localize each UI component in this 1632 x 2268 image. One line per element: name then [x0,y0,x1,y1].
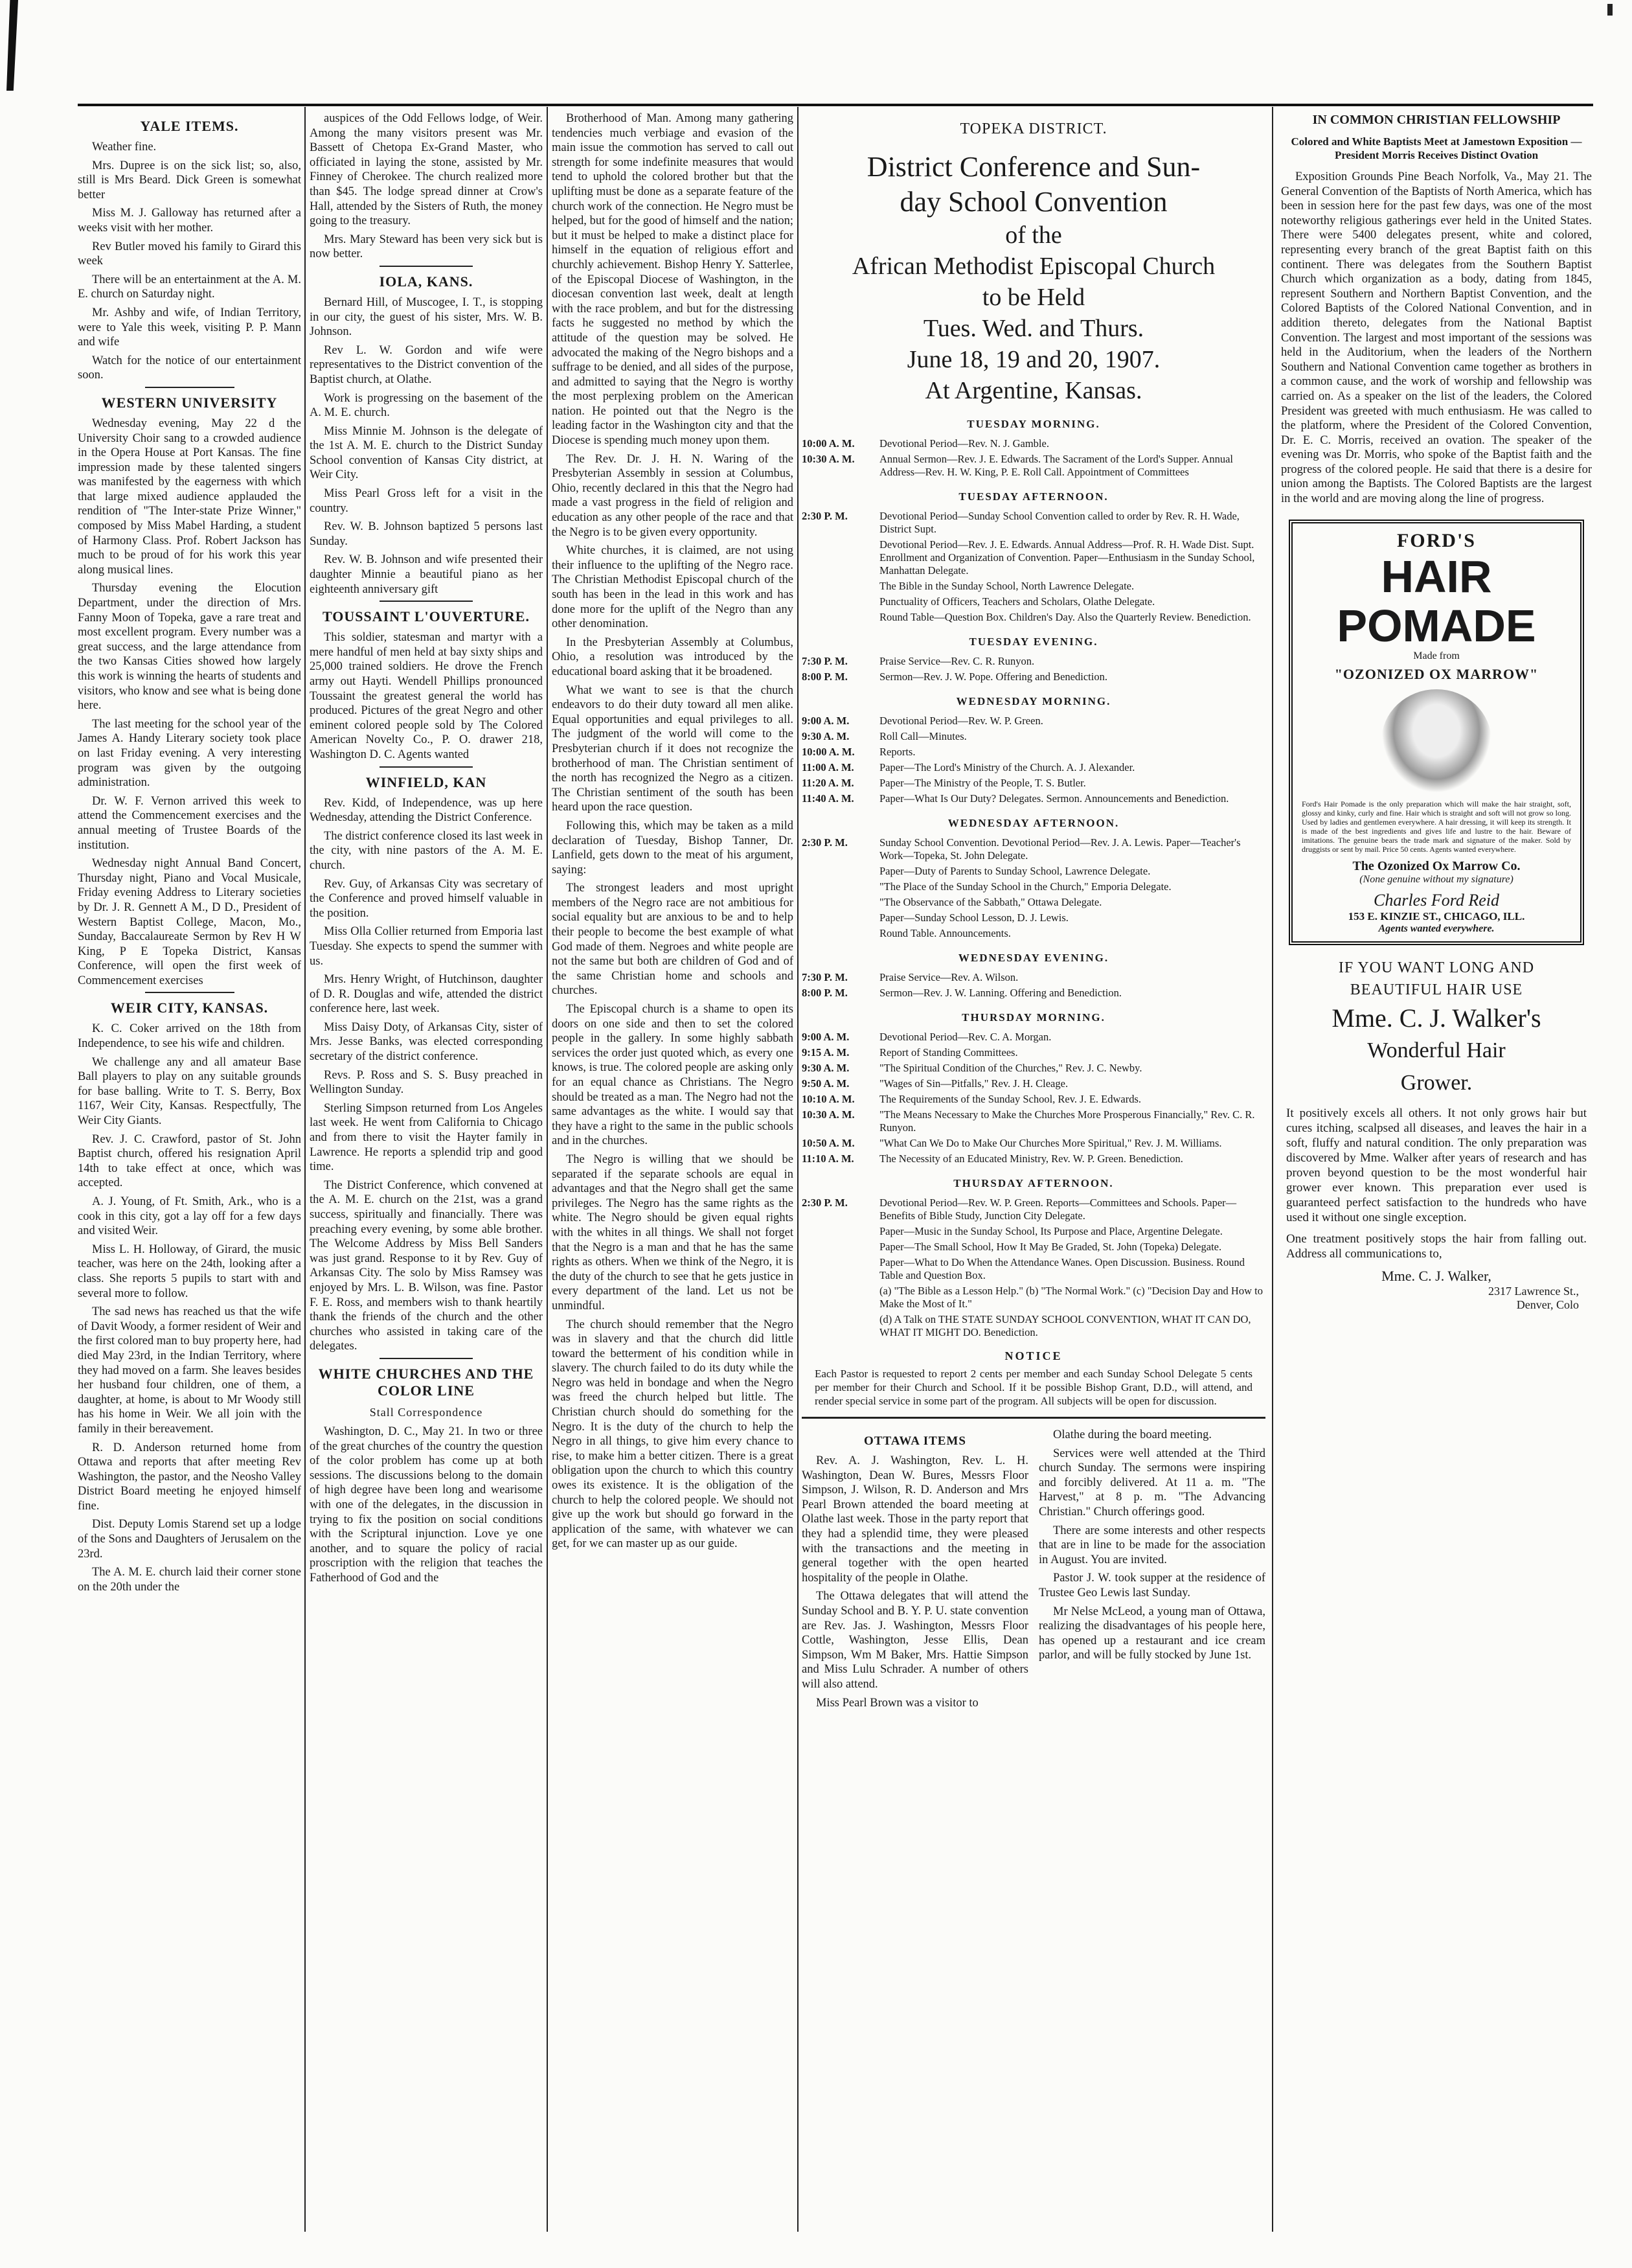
program-time: 11:00 A. M. [802,761,854,773]
article-paragraph: The Negro is willing that we should be separated if the separate schools are equal in advantages and that the Negro shall get the same privileges. The Negro has the same rights as the white. The Negro should be given equal rights with the whites in all things. We shall not forget that the Negro is a man and that he has the same rights as others. When we think of the Negro, it is the duty of the church to see that he gets justice in every department of the land. Let us not be unmindful. [552,1152,793,1312]
western-university-heading: WESTERN UNIVERSITY [101,394,278,411]
divider [380,266,473,267]
program-time: 7:30 P. M. [802,971,848,983]
toussaint-heading: TOUSSAINT L'OUVERTURE. [323,608,530,625]
program-row [802,761,1265,774]
program-item: "The Spiritual Condition of the Churches," Rev. J. C. Newby. [879,1062,1142,1074]
program-time: 9:00 A. M. [802,715,850,727]
program-time [802,927,873,940]
winfield-heading: WINFIELD, KAN [365,773,487,790]
program-row [802,1197,1265,1222]
program-row [802,715,1265,727]
program-time: 9:00 A. M. [802,1031,850,1043]
winfield-item: Sterling Simpson returned from Los Angeles last week. He went from California to Chicago and from there to visit the Hayter family in Lawrence. He reports a splendid trip and good time. [310,1101,543,1174]
ad-company: The Ozonized Ox Marrow Co. [1352,858,1521,873]
program-time [802,1241,873,1254]
program-item: The Bible in the Sunday School, North Lawrence Delegate. [879,580,1135,592]
walker-address-2: Denver, Colo [1516,1298,1579,1311]
program-time: 11:40 A. M. [802,792,854,805]
conference-program [802,418,1265,1339]
program-row [802,1108,1265,1134]
program-item: Punctuality of Officers, Teachers and Scholars, Olathe Delegate. [879,595,1155,608]
program-time: 2:30 P. M. [802,510,848,522]
yale-item: Rev Butler moved his family to Girard this week [78,240,301,268]
toussaint-paragraph: This soldier, statesman and martyr with a mere handful of men held at bay sixty ships and 25,000 trained soldiers. He drove the French army out Hayti. Wendell Phillips pronounced Toussaint the greatest general the world has produced. Pictures of the great Negro and other eminent colored people sold by The Colored American Novelty Co., P. O. drawer 218, Washington D. C. Agents wanted [310,631,543,761]
ottawa-item: The Ottawa delegates that will attend the Sunday School and B. Y. P. U. state convention are Rev. Jas. J. Washington, Messrs Floor Cottle, Washington, Jesse Ellis, Dean Simpson, Wm M Baker, Mrs. Hattie Simpson and Miss Lulu Schrader. A number of others will also attend. [802,1590,1028,1691]
article-paragraph: The strongest leaders and most upright members of the Negro race are not ambitious for social equality but are anxious to be and to help their people to become the best example of what God made of them. Negroes and white people are not the same but both are children of God and of the same Christian home and schools and churches. [552,882,793,998]
ad-address: 153 E. KINZIE ST., CHICAGO, ILL. [1348,910,1525,922]
ad-body: Ford's Hair Pomade is the only preparation which will make the hair straight, soft, glossy and kinky, curly and fine. Hair which is straight and soft will not grow so long. Used by ladies and gentlemen everywhere. A hair dressing, it will keep its strength. It is made of the best ingredients and gives life and lustre to the hair. Beware of imitations. The genuine bears the trade mark and signature of the maker. Sold by druggists or sent by mail. Price 50 cents. Agents wanted everywhere. [1302,799,1571,854]
column-2 [310,111,543,2229]
weir-city-item: The A. M. E. church laid their corner stone on the 20th under the [78,1566,301,1594]
weir-city-item: K. C. Coker arrived on the 18th from Independence, to see his wife and children. [78,1022,301,1051]
white-churches-heading: WHITE CHURCHES AND THE COLOR LINE [318,1365,534,1399]
iola-item: Rev L. W. Gordon and wife were representatives to the District convention of the Baptist church, at Olathe. [310,343,543,386]
session-heading: THURSDAY AFTERNOON. [953,1177,1114,1189]
ad-ingredient: "OZONIZED OX MARROW" [1334,665,1539,682]
program-time [802,1313,873,1339]
walker-paragraph: One treatment positively stops the hair from falling out. Address all communications to, [1286,1231,1587,1261]
winfield-item: Rev. Kidd, of Independence, was up here Wednesday, attending the District Conference. [310,796,543,825]
column-5 [1281,111,1592,2229]
news-paragraph: auspices of the Odd Fellows lodge, of Weir. Among the many visitors present was Mr. Bassett of Chetopa Ex-Grand Master, who officiated in laying the stone, assisted by Mr. Finney of Cherokee. The church realized more than $45. The lodge spread dinner at Crow's Hall, attended by the Sisters of Ruth, the money going to the treasury. [310,112,543,228]
woman-portrait-image [1381,689,1491,793]
odd-fellows-continuation [310,111,543,262]
session-heading: TUESDAY AFTERNOON. [958,490,1109,503]
weir-city-item: Rev. J. C. Crawford, pastor of St. John Baptist church, offered his resignation April 14th to take effect at once, which was accepted. [78,1132,301,1190]
program-row [802,911,1265,924]
divider [145,992,234,993]
program-item: "The Observance of the Sabbath," Ottawa Delegate. [879,896,1102,908]
program-item: The Necessity of an Educated Ministry, Rev. W. P. Green. Benediction. [879,1152,1183,1165]
program-item: "The Means Necessary to Make the Churches More Prosperous Financially," Rev. C. R. Runyon. [879,1108,1255,1134]
program-row [802,865,1265,878]
program-row [802,655,1265,668]
walker-address-1: 2317 Lawrence St., [1488,1284,1579,1298]
program-time: 10:30 A. M. [802,453,855,465]
walker-paragraph: It positively excels all others. It not only grows hair but cures itching, scalpsed all diseases, and leaves the hair in a soft, fluffy and natural condition. The only preparation was discovered by Mme. Walker after years of research and has proven beyond question to be the most wonderful hair grower ever known. This preparation ever used is guaranteed perfect satisfaction to the hundreds who have used it without one single exception. [1286,1106,1587,1224]
to-be-held-label: to be Held [982,284,1085,311]
divider [380,766,473,768]
program-row [802,538,1265,577]
ottawa-item: Olathe during the board meeting. [1053,1428,1212,1441]
program-time [802,1225,873,1238]
program-time: 9:50 A. M. [802,1077,850,1090]
winfield-item: The District Conference, which convened at the A. M. E. church on the 21st, was a grand success, spiritually and financially. There was preaching every evening, by some able brother. The Welcome Address by Miss Bell Sanders was just grand. Response to it by Rev. Guy of Arkansas City. The solo by Miss Ramsey was enjoyed by Mrs. L. B. Wilson, was fine. Pastor F. E. Ross, and members wish to thank heartily thank the friends of the church and the other churches who assisted in taking care of the delegates. [310,1178,543,1353]
iola-item: Rev. W. B. Johnson baptized 5 persons last Sunday. [310,520,543,548]
program-time: 9:30 A. M. [802,1062,850,1074]
program-item: Paper—Sunday School Lesson, D. J. Lewis. [879,911,1069,924]
program-item: (d) A Talk on THE STATE SUNDAY SCHOOL CONVENTION, WHAT IT CAN DO, WHAT IT MIGHT DO. Benediction. [879,1313,1251,1338]
walker-signature: Mme. C. J. Walker, [1381,1267,1491,1284]
ad-made-from: Made from [1413,650,1460,661]
walker-ad-body [1281,1106,1592,1261]
program-item: Devotional Period—Rev. C. A. Morgan. [879,1031,1052,1043]
program-row [802,1093,1265,1106]
article-paragraph: The Rev. Dr. J. H. N. Waring of the Presbyterian Assembly in session at Columbus, Ohio, recently declared in this that the Negro had made a vast progress in the field of religion and education as any other people of the race and that the Negro is to be given every opportunity. [552,452,793,539]
yale-item: There will be an entertainment at the A. M. E. church on Saturday night. [78,273,301,301]
winfield-item: Mrs. Henry Wright, of Hutchinson, daughter of D. R. Douglas and wife, attended the district conference here, last week. [310,973,543,1016]
conference-title-line-2: day School Convention [900,186,1168,218]
divider [380,1358,473,1359]
news-paragraph: Mrs. Mary Steward has been very sick but is now better. [310,233,543,261]
fellowship-subheading: Colored and White Baptists Meet at Jamestown Exposition — President Morris Receives Distinct Ovation [1291,135,1582,161]
weir-city-item: Miss L. H. Holloway, of Girard, the music teacher, was here on the 24th, looking after a class. She reports 5 pupils to start with and several more to follow. [78,1243,301,1300]
program-row [802,987,1265,1000]
walker-grower: Grower. [1400,1070,1473,1095]
weir-city-item: We challenge any and all amateur Base Ball players to play on any suitable grounds for base balling. Write to T. S. Berry, Box 1167, Weir City, Kansas. Respectfully, The Weir City Giants. [78,1055,301,1128]
program-row [802,777,1265,790]
program-row [802,453,1265,479]
article-paragraph: White churches, it is claimed, are not using their influence to the uplifting of the Negro race. The Christian Methodist Episcopal church of the south has been in the lead in this work and has done more for the uplift of the Negro than any other denomination. [552,544,793,631]
program-time [802,538,873,577]
article-paragraph: What we want to see is that the church endeavors to do their duty toward all men alike. Equal opportunities and equal privileges to all. The judgment of the world will come to the Presbyterian church if it does not recognize the brotherhood of man. The Christian sentiment of the north has recognized the Negro as a citizen. The Christian sentiment of the south has been heard upon the race question. [552,683,793,814]
program-item: (a) "The Bible as a Lesson Help." (b) "The Normal Work." (c) "Decision Day and How to Make the Most of It." [879,1285,1263,1310]
program-item: Reports. [879,746,916,758]
program-time: 10:30 A. M. [802,1108,855,1121]
ottawa-item: Services were well attended at the Third church Sunday. The sermons were inspiring and forcibly delivered. At 11 a. m. "The Harvest," at 8 p. m. "The Advancing Christian." Church offerings good. [1039,1447,1265,1518]
western-university-item: Wednesday night Annual Band Concert, Thursday night, Piano and Vocal Musicale, Friday evening Address to Literary societies by Dr. J. R. Gennett A M., D D., President of Western Baptist College, Macon, Mo., Sunday, Baccalaureate Sermon by Rev H W King, P E Topeka District, Kansas Conference, will open the first week of Commencement exercises [78,857,301,987]
yale-item: Watch for the notice of our entertainment soon. [78,354,301,382]
article-paragraph: Washington, D. C., May 21. In two or three of the great churches of the country the question of the color problem has come up at both sessions. The discussions belong to the domain of high degree have been long and wearisome with one of the delegates, in the discussion in trying to fix the position on social conditions with the Scriptural injunction. Love ye one another, and to square the policy of racial proscription with the religion that teaches the Fatherhood of God and the [310,1425,543,1585]
program-item: Devotional Period—Sunday School Convention called to order by Rev. R. H. Wade, District Supt. [879,510,1240,535]
session-heading: TUESDAY EVENING. [969,636,1098,648]
conference-place: At Argentine, Kansas. [925,377,1142,404]
ottawa-item: Mr Nelse McLeod, a young man of Ottawa, realizing the disadvantages of his people here, has opened up a restaurant and ice cream parlor, and will be fully stocked by June 1st. [1039,1605,1265,1662]
program-row [802,971,1265,984]
program-item: Praise Service—Rev. A. Wilson. [879,971,1019,983]
program-time: 7:30 P. M. [802,655,848,667]
session-heading: TUESDAY MORNING. [967,418,1100,430]
yale-items [78,140,301,383]
winfield-item: The district conference closed its last week in the city, with nine pastors of the A. M. E. church. [310,829,543,872]
program-item: Paper—The Ministry of the People, T. S. Butler. [879,777,1086,789]
walker-head-2: BEAUTIFUL HAIR USE [1350,981,1523,998]
yale-items-heading: YALE ITEMS. [140,118,239,134]
top-rule [78,104,1593,106]
ottawa-items-block [802,1428,1265,1714]
program-time: 9:15 A. M. [802,1046,850,1059]
program-time [802,1256,873,1282]
program-row [802,896,1265,909]
program-time [802,595,873,608]
walker-wonderful: Wonderful Hair [1367,1038,1506,1062]
program-row [802,595,1265,608]
program-item: Paper—Music in the Sunday School, Its Purpose and Place, Argentine Delegate. [879,1225,1223,1237]
white-churches-article [310,1425,543,1586]
western-university-item: The last meeting for the school year of the James A. Handy Literary society took place on last Friday evening. A very interesting program was given by the outgoing administration. [78,717,301,790]
conference-days: Tues. Wed. and Thurs. [923,315,1144,342]
article-paragraph: In the Presbyterian Assembly at Columbus, Ohio, a resolution was introduced by the educational board asking that it be broadened. [552,636,793,678]
column-rule [547,107,548,2232]
program-item: Sunday School Convention. Devotional Period—Rev. J. A. Lewis. Paper—Teacher's Work—Topeka, St. John Delegate. [879,836,1241,862]
fellowship-heading: IN COMMON CHRISTIAN FELLOWSHIP [1312,113,1561,127]
scan-edge-mark [6,0,18,91]
program-row [802,880,1265,893]
session-heading: WEDNESDAY AFTERNOON. [947,817,1120,829]
program-time: 8:00 P. M. [802,670,848,683]
program-item: Paper—The Lord's Ministry of the Church. A. J. Alexander. [879,761,1135,773]
ottawa-items-heading: OTTAWA ITEMS [864,1434,966,1448]
weir-city-items [78,1022,301,1594]
program-item: Devotional Period—Rev. J. E. Edwards. Annual Address—Prof. R. H. Wade Dist. Supt. Enrollment and Organization of Convention. Paper—Enthusiasm in the Sunday School, Manhattan Delegate. [879,538,1255,577]
program-item: Round Table. Announcements. [879,927,1011,939]
weir-city-heading: WEIR CITY, KANSAS. [110,1000,269,1016]
program-item: Paper—What to Do When the Attendance Wanes. Open Discussion. Business. Round Table and Question Box. [879,1256,1245,1281]
ad-genuine-note: (None genuine without my signature) [1359,873,1513,885]
color-line-continuation [552,111,793,1552]
notice-heading: NOTICE [1004,1349,1063,1362]
column-rule [1272,107,1273,2232]
program-item: Devotional Period—Rev. W. P. Green. [879,715,1043,727]
ottawa-item: There are some interests and other respects that are in line to be made for the association in August. You are invited. [1039,1524,1265,1566]
program-item: Annual Sermon—Rev. J. E. Edwards. The Sacrament of the Lord's Supper. Annual Address—Rev. H. W. King, P. E. Roll Call. Appointment of Committees [879,453,1233,478]
program-item: Round Table—Question Box. Children's Day. Also the Quarterly Review. Benediction. [879,611,1251,623]
program-time: 10:00 A. M. [802,437,855,450]
weir-city-item: The sad news has reached us that the wife of Davit Woody, a former resident of Weir and the first colored man to buy property here, had died May 23rd, in the Indian Territory, where they had moved on a farm. She leaves besides her husband four children, one of them, a daughter, at home, is about to Mr Woody still has his home in Weir. We all join with the family in their bereavement. [78,1305,301,1436]
column-1 [78,111,301,2229]
program-row [802,1313,1265,1339]
session-heading: WEDNESDAY EVENING. [958,952,1109,964]
program-row [802,611,1265,624]
program-item: Roll Call—Minutes. [879,730,967,742]
fords-hair-pomade-ad [1289,520,1584,945]
western-university-items [78,417,301,989]
program-item: Paper—The Small School, How It May Be Graded, St. John (Topeka) Delegate. [879,1241,1222,1253]
article-paragraph: The Episcopal church is a shame to open its doors on one side and then to set the colored people in the gallery. In some highly sabbath services the order just quoted which, as every one knows, is true. The colored people are asking only for an equal chance as Christians. The Negro should be treated as a man. The Negro had not the same advantages as the white. I would say that they have a right to the same in the public schools and in the churches. [552,1003,793,1148]
white-churches-subhead: Stall Correspondence [369,1405,483,1419]
program-item: Devotional Period—Rev. W. P. Green. Reports—Committees and Schools. Paper—Benefits of Bible Study, Junction City Delegate. [879,1197,1237,1222]
iola-item: Work is progressing on the basement of the A. M. E. church. [310,391,543,420]
iola-item: Bernard Hill, of Muscogee, I. T., is stopping in our city, the guest of his sister, Mrs. W. B. Johnson. [310,295,543,339]
church-name: African Methodist Episcopal Church [852,253,1216,280]
divider [145,387,234,388]
program-item: "What Can We Do to Make Our Churches More Spiritual," Rev. J. M. Williams. [879,1137,1222,1149]
yale-item: Weather fine. [92,141,157,154]
iola-item: Miss Minnie M. Johnson is the delegate of the 1st A. M. E. church to the District Sunday School convention of Kansas City district, at Weir City. [310,424,543,482]
weir-city-item: R. D. Anderson returned home from Ottawa and reports that after meeting Rev Washington, the pastor, and the Neosho Valley District Board meeting he enjoyed himself fine. [78,1441,301,1513]
program-item: Paper—What Is Our Duty? Delegates. Sermon. Announcements and Benediction. [879,792,1229,805]
ottawa-item: Rev. A. J. Washington, Rev. L. H. Washington, Dean W. Bures, Messrs Floor Simpson, J. Wilson, R. D. Anderson and Mrs Pearl Brown attended the board meeting at Olathe last week. Those in the party report that they had a splendid time, they were pleased with the transactions and the meeting in general together with the open hearted hospitality of the people in Olathe. [802,1454,1028,1585]
winfield-item: Miss Daisy Doty, of Arkansas City, sister of Mrs. Jesse Banks, was elected corresponding secretary of the district conference. [310,1020,543,1064]
winfield-item: Revs. P. Ross and S. S. Busy preached in Wellington Sunday. [310,1068,543,1097]
program-row [802,1225,1265,1238]
ottawa-items-right [1039,1428,1265,1714]
winfield-item: Miss Olla Collier returned from Emporia last Tuesday. She expects to spend the summer with us. [310,925,543,968]
fellowship-article [1281,170,1592,507]
program-time [802,580,873,593]
program-time: 10:00 A. M. [802,746,855,758]
weir-city-item: Dist. Deputy Lomis Starend set up a lodge of the Sons and Daughters of Jerusalem on the 23rd. [78,1518,301,1561]
program-row [802,1077,1265,1090]
ad-product-name: HAIR POMADE [1337,551,1536,651]
program-row [802,1046,1265,1059]
program-row [802,836,1265,862]
program-row [802,746,1265,759]
session-heading: THURSDAY MORNING. [962,1011,1105,1024]
program-item: Sermon—Rev. J. W. Pope. Offering and Benediction. [879,670,1107,683]
program-time: 11:20 A. M. [802,777,854,789]
section-rule [802,1417,1265,1419]
column-rule [797,107,799,2232]
program-time [802,611,873,624]
conference-dates: June 18, 19 and 20, 1907. [907,346,1161,373]
of-the-label: of the [1005,222,1062,249]
western-university-item: Wednesday evening, May 22 d the University Choir sang to a crowded audience in the Opera House at Port Kansas. The fine impression made by these talented singers was manifested by the eagerness with which that large mixed audience applauded the rendition of "The Inter-state Prize Winner," composed by Miss Mabel Harding, a student of Harmony Class. Prof. Robert Jackson has much to be proud of for his work this year along musical lines. [78,417,301,577]
ad-signature: Charles Ford Reid [1373,890,1500,910]
article-paragraph: Brotherhood of Man. Among many gathering tendencies much verbiage and evasion of the main issue the commotion has served to call out strength for some indefinite measures that would tend to uphold the colored brother but that the uplifting must be done as a separate feature of the church work of the connection. He Negro must be helped, but for the good of himself and the nation; but it must be helped to make a distinct place for himself in the equation of religious effort and churchly achievement. Bishop Henry Y. Satterlee, of the Episcopal Diocese of Washington, in the diocesan convention last week, dealt at length with the race problem, and but for the distressing facts he suggested no method by which the attitude of the question may be solved. He advocated the making of the Negro bishops and a suffrage to be denied, and all sides of the purpose, and admitted to saying that the Negro is worthy the most perplexing problem on the American nation. He pointed out that the Negro is the leading factor in the Washington city and that the Diocese is spending much money upon them. [552,112,793,448]
program-time: 10:10 A. M. [802,1093,855,1105]
program-row [802,437,1265,450]
topeka-district-label: TOPEKA DISTRICT. [960,120,1107,137]
conference-title-line-1: District Conference and Sun- [867,151,1201,183]
column-3 [552,111,793,2229]
iola-heading: IOLA, KANS. [379,273,473,290]
divider [380,601,473,602]
article-paragraph: Following this, which may be taken as a mild declaration of Tuesday, Bishop Tanner, Dr. Lanfield, gets down to the meat of his argument, saying: [552,819,793,876]
ad-agents: Agents wanted everywhere. [1378,922,1495,934]
yale-item: Miss M. J. Galloway has returned after a weeks visit with her mother. [78,207,301,235]
iola-item: Rev. W. B. Johnson and wife presented their daughter Minnie a beautiful piano as her eighteenth anniversary gift [310,553,543,596]
winfield-item: Rev. Guy, of Arkansas City was secretary of the Conference and proved himself valuable in the position. [310,877,543,920]
fellowship-paragraph: Exposition Grounds Pine Beach Norfolk, Va., May 21. The General Convention of the Baptists of North America, which has been in session here for the past few days, was one of the most noteworthy religious gatherings ever held in the United States. There were 5400 delegates present, white and colored, representing every branch of the great Baptist faith on this continent. There was delegates from the Southern Baptist Church which organization as a body, dating from 1845, represent Southern and Northern Baptist Convention, and the Colored Baptists of the Colored National Convention, and in addition thereto, delegates from the National Baptist Convention. The largest and most important of the sessions was held in the Auditorium, when the leaders of the Northern Southern and National Convention came together as brothers in a common cause, and the work of worship and fellowship was carried on. As a speaker on the list of the leaders, the Colored President was greeted with much enthusiasm. He was called to the platform, where the President of the Colored Convention, Dr. E. C. Morris, received an ovation. The speaker of the evening was Dr. Morris, who spoke of the Baptist faith and the progress of the colored people. He said that there is a desire for union among the Baptists. The Colored Baptists are the largest in the world and are moving along the line of progress. [1281,170,1592,506]
notice-text: Each Pastor is requested to report 2 cents per member and each Sunday School Delegate 5 cents per member for their Church and School. If it be possible Bishop Grant, D.D., will attend, and render special service in some part of the program. All subjects will be open for discussion. [815,1368,1252,1407]
iola-items [310,295,543,597]
article-paragraph: The church should remember that the Negro was in slavery and that the church did little toward the betterment of his condition while in slavery. The church failed to do its duty while the Negro was held in bondage and when the Negro was freed the church helped but little. The Christian church should do something for the Negro. It is the duty of the church to help the Negro in all things, to give him every chance to rise, to make him a better citizen. There is a great obligation upon the church to which this country owes its existence. It is the obligation of the church to help the colored people. We should not give up the work but should go forward in the application of the same, with whatever we can get, for we can master up as our guide. [552,1318,793,1551]
program-time: 2:30 P. M. [802,1197,848,1209]
iola-item: Miss Pearl Gross left for a visit in the country. [310,487,543,515]
column-rule [304,107,306,2232]
program-time [802,911,873,924]
yale-item: Mr. Ashby and wife, of Indian Territory, were to Yale this week, visiting P. P. Mann and wife [78,306,301,349]
program-item: Report of Standing Committees. [879,1046,1018,1059]
program-row [802,1152,1265,1165]
toussaint-ad [310,630,543,762]
program-row [802,1241,1265,1254]
winfield-items [310,796,543,1354]
ottawa-items-left [802,1454,1028,1710]
program-time [802,1285,873,1311]
program-row [802,1031,1265,1044]
scan-speck [1607,4,1613,16]
session-heading: WEDNESDAY MORNING. [956,695,1111,707]
program-time: 10:50 A. M. [802,1137,855,1149]
program-time [802,865,873,878]
program-row [802,1137,1265,1150]
program-row [802,670,1265,683]
program-item: Devotional Period—Rev. N. J. Gamble. [879,437,1049,450]
program-row [802,1256,1265,1282]
program-time: 9:30 A. M. [802,730,850,742]
ottawa-item: Miss Pearl Brown was a visitor to [816,1696,979,1710]
program-item: Praise Service—Rev. C. R. Runyon. [879,655,1035,667]
program-item: Sermon—Rev. J. W. Lanning. Offering and Benediction. [879,987,1122,999]
program-item: Paper—Duty of Parents to Sunday School, Lawrence Delegate. [879,865,1151,877]
program-row [802,792,1265,805]
program-row [802,580,1265,593]
western-university-item: Dr. W. F. Vernon arrived this week to attend the Commencement exercises and the annual meeting of Trustee Boards of the institution. [78,794,301,852]
program-time [802,896,873,909]
program-item: "Wages of Sin—Pitfalls," Rev. J. H. Cleage. [879,1077,1069,1090]
program-item: The Requirements of the Sunday School, Rev. J. E. Edwards. [879,1093,1142,1105]
program-row [802,730,1265,743]
program-row [802,1285,1265,1311]
program-item: "The Place of the Sunday School in the Church," Emporia Delegate. [879,880,1172,893]
program-time: 2:30 P. M. [802,836,848,849]
program-row [802,927,1265,940]
ad-brand: FORD'S [1396,529,1476,551]
column-4 [802,111,1265,2229]
program-row [802,1062,1265,1075]
yale-item: Mrs. Dupree is on the sick list; so, also, still is Mrs Beard. Dick Green is somewhat better [78,159,301,201]
program-row [802,510,1265,536]
weir-city-item: A. J. Young, of Ft. Smith, Ark., who is a cook in this city, got a lay off for a few days and visited Weir. [78,1195,301,1238]
western-university-item: Thursday evening the Elocution Department, under the direction of Mrs. Fanny Moon of Topeka, gave a rare treat and most excellent program. Every number was a great success, and the large attendance from the two Kansas Cities showed how largely this work is winning the hearts of students and visitors, who know and see what is being done here. [78,582,301,713]
program-time: 8:00 P. M. [802,987,848,999]
walker-name: Mme. C. J. Walker's [1332,1003,1541,1033]
program-time: 11:10 A. M. [802,1152,854,1165]
walker-head-1: IF YOU WANT LONG AND [1338,959,1535,976]
ottawa-item: Pastor J. W. took supper at the residence of Trustee Geo Lewis last Sunday. [1039,1572,1265,1599]
program-time [802,880,873,893]
